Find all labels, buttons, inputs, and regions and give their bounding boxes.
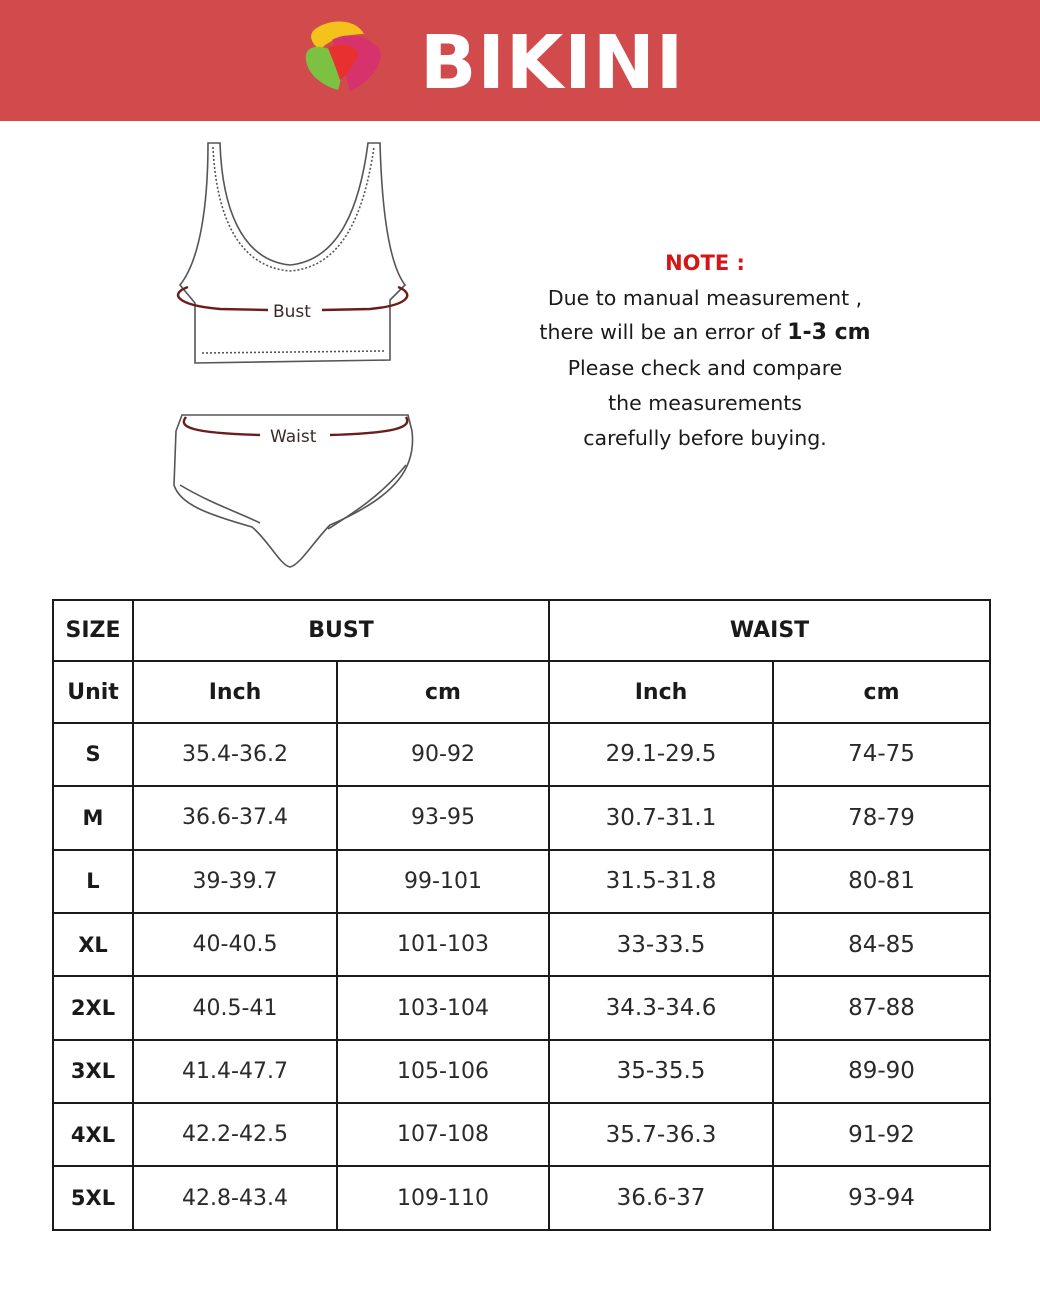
- table-row: [53, 1040, 990, 1103]
- table-row: [53, 976, 990, 1039]
- bust-inch-cell: 42.8-43.4: [133, 1166, 337, 1230]
- table-row: [53, 913, 990, 976]
- bust-cm-header: cm: [337, 661, 549, 722]
- size-cell: 3XL: [53, 1040, 133, 1103]
- note-line-5: carefully before buying.: [583, 425, 827, 450]
- bust-cm-cell: 93-95: [337, 786, 549, 849]
- bust-inch-cell: 40-40.5: [133, 913, 337, 976]
- size-cell: 5XL: [53, 1166, 133, 1230]
- bust-inch-cell: 42.2-42.5: [133, 1103, 337, 1166]
- bust-inch-cell: 40.5-41: [133, 976, 337, 1039]
- note-error-range: 1-3 cm: [787, 320, 871, 346]
- waist-inch-cell: 35-35.5: [549, 1040, 773, 1103]
- waist-inch-cell: 30.7-31.1: [549, 786, 773, 849]
- bust-inch-cell: 36.6-37.4: [133, 786, 337, 849]
- note-line-2: [520, 315, 890, 351]
- unit-header: Unit: [53, 661, 133, 722]
- bust-header: BUST: [133, 600, 549, 661]
- table-row: [53, 1166, 990, 1230]
- waist-inch-header: Inch: [549, 661, 773, 722]
- unit-row: [53, 661, 990, 722]
- waist-cm-cell: 87-88: [773, 976, 990, 1039]
- bust-cm-cell: 109-110: [337, 1166, 549, 1230]
- bust-cm-cell: 99-101: [337, 850, 549, 913]
- size-cell: 4XL: [53, 1103, 133, 1166]
- waist-inch-cell: 31.5-31.8: [549, 850, 773, 913]
- petal-logo-icon: [298, 20, 384, 96]
- bust-cm-cell: 107-108: [337, 1103, 549, 1166]
- waist-label: Waist: [270, 427, 317, 447]
- size-cell: XL: [53, 913, 133, 976]
- banner-title: BIKINI: [420, 20, 685, 106]
- waist-header: WAIST: [549, 600, 990, 661]
- waist-cm-cell: 89-90: [773, 1040, 990, 1103]
- size-chart-table: [52, 599, 991, 1231]
- waist-cm-cell: 93-94: [773, 1166, 990, 1230]
- bust-cm-cell: 105-106: [337, 1040, 549, 1103]
- waist-inch-cell: 35.7-36.3: [549, 1103, 773, 1166]
- waist-cm-cell: 84-85: [773, 913, 990, 976]
- waist-cm-header: cm: [773, 661, 990, 722]
- note-title: NOTE :: [665, 251, 745, 275]
- waist-inch-cell: 36.6-37: [549, 1166, 773, 1230]
- header-banner: [0, 0, 1040, 121]
- table-row: [53, 723, 990, 786]
- bust-inch-cell: 41.4-47.7: [133, 1040, 337, 1103]
- size-cell: 2XL: [53, 976, 133, 1039]
- table-row: [53, 850, 990, 913]
- size-cell: S: [53, 723, 133, 786]
- measurement-note: [520, 246, 890, 455]
- bust-cm-cell: 103-104: [337, 976, 549, 1039]
- waist-inch-cell: 34.3-34.6: [549, 976, 773, 1039]
- garment-diagram: [150, 135, 430, 575]
- note-line-2-text: there will be an error of: [539, 320, 788, 345]
- bust-inch-header: Inch: [133, 661, 337, 722]
- waist-cm-cell: 91-92: [773, 1103, 990, 1166]
- waist-cm-cell: 78-79: [773, 786, 990, 849]
- table-row: [53, 1103, 990, 1166]
- waist-cm-cell: 80-81: [773, 850, 990, 913]
- header-row: [53, 600, 990, 661]
- bust-cm-cell: 90-92: [337, 723, 549, 786]
- note-line-1: Due to manual measurement ,: [547, 285, 863, 310]
- size-header: SIZE: [53, 600, 133, 661]
- bust-cm-cell: 101-103: [337, 913, 549, 976]
- bust-inch-cell: 39-39.7: [133, 850, 337, 913]
- bust-label: Bust: [273, 302, 311, 322]
- waist-cm-cell: 74-75: [773, 723, 990, 786]
- table-row: [53, 786, 990, 849]
- note-line-4: the measurements: [608, 390, 802, 415]
- size-cell: M: [53, 786, 133, 849]
- note-line-3: Please check and compare: [567, 356, 843, 381]
- bust-inch-cell: 35.4-36.2: [133, 723, 337, 786]
- waist-inch-cell: 29.1-29.5: [549, 723, 773, 786]
- size-cell: L: [53, 850, 133, 913]
- bikini-top-drawing: [180, 143, 405, 363]
- waist-inch-cell: 33-33.5: [549, 913, 773, 976]
